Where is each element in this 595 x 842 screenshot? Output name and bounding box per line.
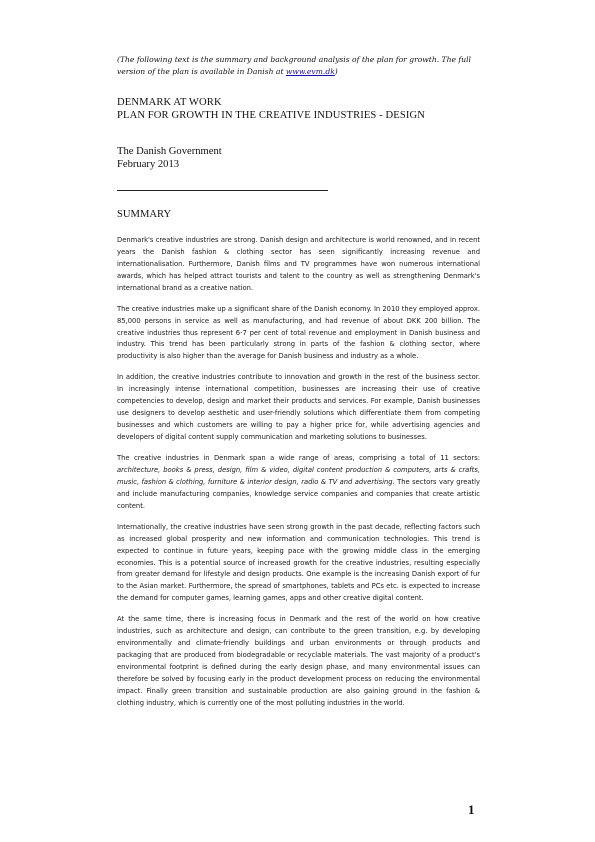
sector-list: architecture, books & press, design, film & video, digital content production & computers, arts & crafts, music, fashion & clothing, furniture & interior design, radio & TV and advertising. (117, 465, 480, 486)
publication-date: February 2013 (117, 159, 180, 170)
intro-text: (The following text is the summary and background analysis of the plan for growth. The full version of the plan is available in Danish at (117, 55, 471, 76)
section-heading: SUMMARY (117, 209, 172, 220)
intro-note (117, 54, 483, 78)
paragraph (117, 453, 480, 513)
title-line-1: DENMARK AT WORK (117, 97, 222, 108)
horizontal-divider (117, 190, 328, 191)
summary-body (117, 235, 480, 719)
author-name: The Danish Government (117, 146, 222, 157)
page-number: 1 (468, 802, 475, 817)
paragraph-text: The creative industries in Denmark span a wide range of areas, comprising a total of 11 sectors: (117, 454, 480, 463)
document-title (117, 96, 497, 122)
paragraph-text: The sectors vary greatly and include manufacturing companies, knowledge service companies and companies that create artistic content. (117, 477, 480, 510)
paragraph: Internationally, the creative industries have seen strong growth in the past decade, reflecting factors such as increased global prosperity and new information and communication technologies. This trend is expected to continue in future years, keeping pace with the growing middle class in the emerging economies. This is a potential source of increased growth for the creative industries, resulting especially from greater demand for lifestyle and design products. One example is the increasing Danish export of fur to the Asian market. Furthermore, the spread of smartphones, tablets and PCs etc. is expected to increase the demand for computer games, learning games, apps and other creative digital content. (117, 522, 480, 603)
paragraph: In addition, the creative industries contribute to innovation and growth in the rest of the business sector. In increasingly intense international competition, businesses are increasing their use of creative competencies to develop, design and market their products and services. For example, Danish businesses use designers to develop aesthetic and user-friendly solutions which differentiate them from competing businesses and which customers are willing to pay a higher price for, while advertising agencies and developers of digital content supply communication and marketing solutions to businesses. (117, 373, 480, 441)
intro-text-end: ) (334, 67, 338, 76)
paragraph: Denmark's creative industries are strong. Danish design and architecture is world renowned, and in recent years the Danish fashion & clothing sector has seen significantly increasing revenue and internationalisation. Furthermore, Danish films and TV programmes have won numerous international awards, which has helped attract tourists and talent to the country as well as strengthening Denmark's international brand as a creative nation. (117, 236, 480, 292)
paragraph: The creative industries make up a significant share of the Danish economy. In 2010 they employed approx. 85,000 persons in service as well as manufacturing, and had revenue of about DKK 200 billion. The creative industries thus represent 6-7 per cent of total revenue and employment in Danish business and industry. This trend has been particularly strong in parts of the fashion & clothing sector, where productivity is also higher than the average for Danish business and industry as a whole. (117, 304, 480, 361)
title-line-2: PLAN FOR GROWTH IN THE CREATIVE INDUSTRIES - DESIGN (117, 110, 425, 121)
paragraph: At the same time, there is increasing focus in Denmark and the rest of the world on how creative industries, such as architecture and design, can contribute to the green transition, e.g. by developing environmentally and climate-friendly buildings and urban environments or through products and packaging that are produced from biodegradable or recyclable materials. The vast majority of a product's environmental footprint is defined during the early design phase, and many environmental issues can therefore be solved by focusing early in the product development process on reducing the environmental impact. Finally green transition and sustainable production are also gaining ground in the fashion & clothing industry, which is currently one of the most polluting industries in the world. (117, 615, 480, 707)
document-author (117, 145, 417, 171)
evm-link[interactable]: www.evm.dk (285, 67, 335, 76)
